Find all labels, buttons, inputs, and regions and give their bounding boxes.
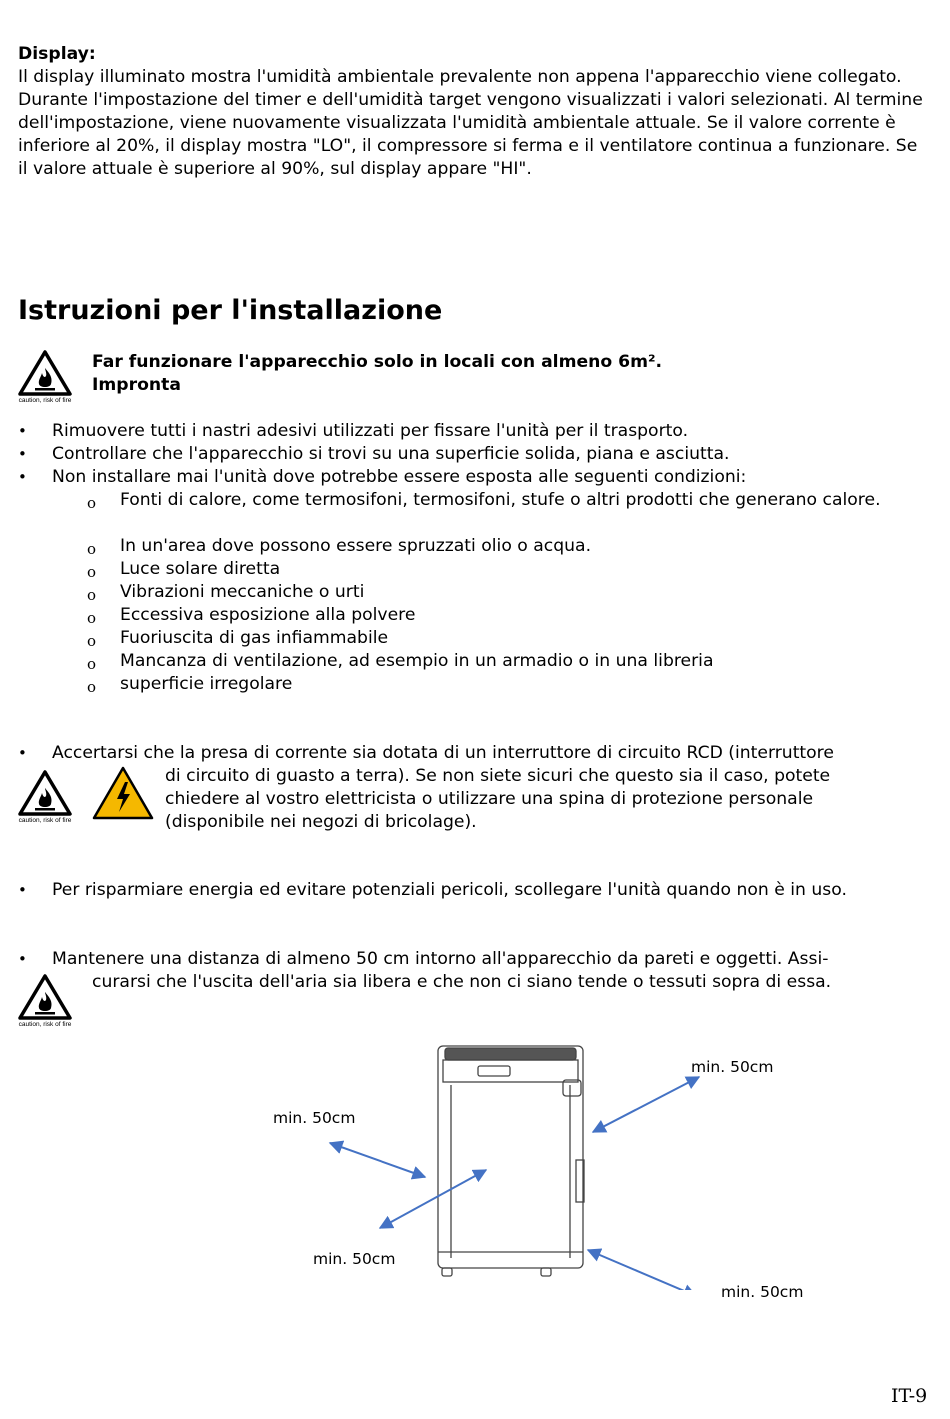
energy-saving-instruction: Per risparmiare energia ed evitare potenziali pericoli, scollegare l'unità quando non è in uso. (52, 880, 847, 900)
condition-ventilation: Mancanza di ventilazione, ad esempio in un armadio o in una libreria (120, 651, 714, 671)
sub-bullet-marker: o (87, 586, 97, 604)
condition-heat-sources: Fonti di calore, come termosifoni, termosifoni, stufe o altri prodotti che generano calore. (120, 490, 881, 510)
sub-bullet-marker: o (87, 540, 97, 558)
condition-gas-leak: Fuoriuscita di gas infiammabile (120, 628, 389, 648)
electrical-hazard-icon (92, 766, 154, 827)
bullet-marker: • (18, 881, 27, 899)
fire-warning-icon (18, 350, 72, 404)
rcd-instruction-line1: Accertarsi che la presa di corrente sia dotata di un interruttore di circuito RCD (interruttore (52, 743, 834, 763)
clearance-diagram (0, 1030, 950, 1290)
bullet-marker: • (18, 468, 27, 486)
fire-warning-icon (18, 974, 72, 1028)
sub-bullet-marker: o (87, 494, 97, 512)
clearance-label-bottom-left: min. 50cm (313, 1250, 396, 1268)
clearance-label-top-right: min. 50cm (691, 1058, 774, 1076)
footprint-label: Impronta (92, 375, 181, 395)
sub-bullet-marker: o (87, 632, 97, 650)
bullet-remove-tape: Rimuovere tutti i nastri adesivi utilizzati per fissare l'unità per il trasporto. (52, 421, 689, 441)
display-heading: Display: (18, 44, 96, 64)
condition-dust: Eccessiva esposizione alla polvere (120, 605, 416, 625)
installation-title: Istruzioni per l'installazione (18, 295, 443, 326)
condition-vibration: Vibrazioni meccaniche o urti (120, 582, 365, 602)
sub-bullet-marker: o (87, 655, 97, 673)
icon-caption: caution, risk of fire (18, 817, 72, 824)
distance-instruction-line1: Mantenere una distanza di almeno 50 cm intorno all'apparecchio da pareti e oggetti. Assi- (52, 949, 829, 969)
room-size-warning: Far funzionare l'apparecchio solo in locali con almeno 6m². (92, 352, 663, 372)
bullet-check-surface: Controllare che l'apparecchio si trovi su una superficie solida, piana e asciutta. (52, 444, 730, 464)
condition-uneven-surface: superficie irregolare (120, 674, 293, 694)
clearance-label-left: min. 50cm (273, 1109, 356, 1127)
condition-oil-water: In un'area dove possono essere spruzzati olio o acqua. (120, 536, 592, 556)
bullet-marker: • (18, 950, 27, 968)
bullet-marker: • (18, 422, 27, 440)
fire-warning-icon (18, 770, 72, 824)
bullet-never-install: Non installare mai l'unità dove potrebbe essere esposta alle seguenti condizioni: (52, 467, 747, 487)
icon-caption: caution, risk of fire (18, 1021, 72, 1028)
sub-bullet-marker: o (87, 678, 97, 696)
page-number: IT-9 (891, 1385, 928, 1407)
display-paragraph: Il display illuminato mostra l'umidità ambientale prevalente non appena l'apparecchio viene collegato. Durante l'impostazione del timer e dell'umidità target vengono visualizzati i valori selezionati. Al termine dell'impostazione, viene nuovamente visualizzata l'umidità ambientale attuale. Se il valore corrente è inferiore al 20%, il display mostra "LO", il compressore si ferma e il ventilatore continua a funzionare. Se il valore attuale è superiore al 90%, sul display appare "HI". (18, 67, 923, 179)
condition-sunlight: Luce solare diretta (120, 559, 281, 579)
bullet-marker: • (18, 744, 27, 762)
sub-bullet-marker: o (87, 609, 97, 627)
dehumidifier-drawing (438, 1046, 584, 1276)
clearance-label-bottom-right: min. 50cm (721, 1283, 804, 1301)
sub-bullet-marker: o (87, 563, 97, 581)
clearance-arrow-top-right (593, 1077, 699, 1132)
clearance-arrow-bottom-left (380, 1170, 486, 1228)
clearance-arrow-bottom-right (588, 1250, 696, 1290)
distance-instruction-rest: curarsi che l'uscita dell'aria sia libera e che non ci siano tende o tessuti sopra di essa. (92, 972, 832, 992)
rcd-instruction-rest: di circuito di guasto a terra). Se non siete sicuri che questo sia il caso, potete chiedere al vostro elettricista o utilizzare una spina di protezione personale (disponibile nei negozi di bricolage). (165, 766, 831, 832)
bullet-marker: • (18, 445, 27, 463)
icon-caption: caution, risk of fire (18, 397, 72, 404)
clearance-arrow-left (330, 1143, 425, 1177)
